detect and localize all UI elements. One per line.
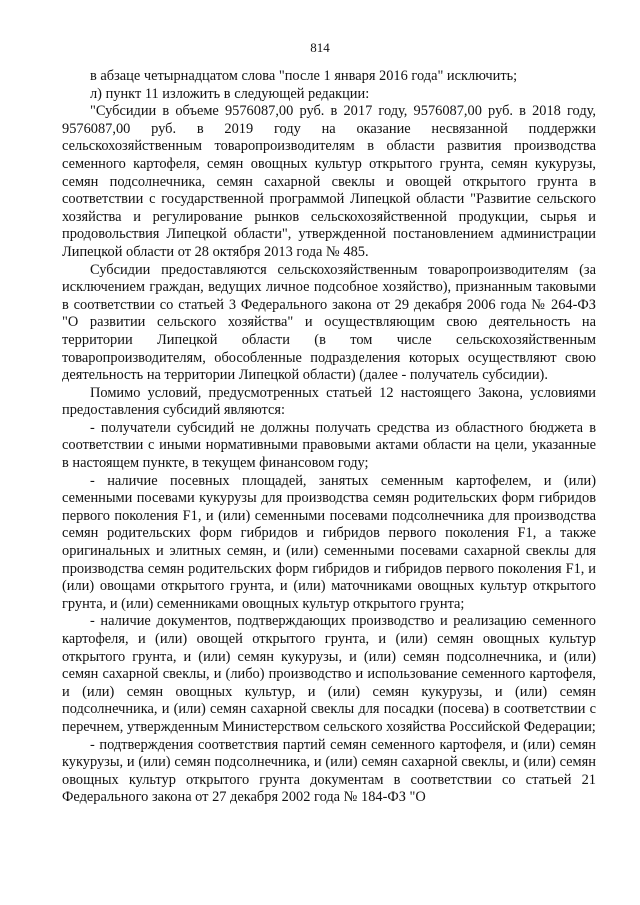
page-number: 814 [310,40,330,55]
paragraph-amendment-note: в абзаце четырнадцатом слова "после 1 января 2016 года" исключить; [90,68,518,84]
paragraph-condition-budget: - получатели субсидий не должны получать средства из областного бюджета в соответствии с иными нормативными правовыми актами области на цели, указанные в настоящем пункте, в текущем финансовом году; [62,419,596,472]
paragraph-subsidy-volume: "Субсидии в объеме 9576087,00 руб. в 2017 году, 9576087,00 руб. в 2018 году, 9576087,00 руб. в 2019 году на оказание несвязанной поддержки сельскохозяйственным товаропроизводителям в области развития производства семенного картофеля, семян овощных культур открытого грунта, семян кукурузы, семян подсолнечника, семян сахарной свеклы и овощей открытого грунта в соответствии с государственной программой Липецкой области "Развитие сельского хозяйства и регулирование рынков сельскохозяйственной продукции, сырья и продовольствия Липецкой области", утвержденной постановлением администрации Липецкой области от 28 октября 2013 года № 485. [62,103,596,260]
paragraph-condition-sown-areas: - наличие посевных площадей, занятых семенным картофелем, и (или) семенными посевами кукурузы для производства семян родительских форм гибридов первого поколения F1, и (или) семенными посевами подсолнечника для производства семян родительских форм гибридов и гибридов первого поколения F1, а также оригинальных и элитных семян, и (или) семенными посевами сахарной свеклы для производства семян родительских форм гибридов и гибридов первого поколения F1, и (или) овощами открытого грунта, и (или) маточниками овощных культур открытого грунта, и (или) семенниками овощных культур открытого грунта; [62,472,596,612]
paragraph-condition-certification: - подтверждения соответствия партий семян семенного картофеля, и (или) семян кукурузы, и (или) семян подсолнечника, и (или) семян сахарной свеклы, и (или) семян овощных культур открытого грунта документам в соответствии со статьей 21 Федерального закона от 27 декабря 2002 года № 184-ФЗ "О [62,736,596,806]
document-body [62,68,596,807]
paragraph-condition-documents: - наличие документов, подтверждающих производство и реализацию семенного картофеля, и (или) овощей открытого грунта, и (или) семян овощных культур открытого грунта, и (или) семян кукурузы, и (или) семян подсолнечника, и (или) семян сахарной свеклы, и (либо) производство и использование семенного картофеля, и (или) семян овощных культур, и (или) семян кукурузы, и (или) семян подсолнечника, и (или) семян сахарной свеклы для посадки (посева) в соответствии с перечнем, утвержденным Министерством сельского хозяйства Российской Федерации; [62,613,596,735]
paragraph-conditions-intro: Помимо условий, предусмотренных статьей 12 настоящего Закона, условиями предоставления субсидий являются: [62,384,596,419]
paragraph-item-l: л) пункт 11 изложить в следующей редакции: [90,85,370,102]
paragraph-recipients: Субсидии предоставляются сельскохозяйственным товаропроизводителям (за исключением граждан, ведущих личное подсобное хозяйство), признанным таковыми в соответствии со статьей 3 Федерального закона от 29 декабря 2006 года № 264-ФЗ "О развитии сельского хозяйства" и осуществляющим свою деятельность на территории Липецкой области (в том числе сельскохозяйственным товаропроизводителям, обособленные подразделения которых осуществляют свою деятельность на территории Липецкой области) (далее - получатель субсидии). [62,261,596,384]
